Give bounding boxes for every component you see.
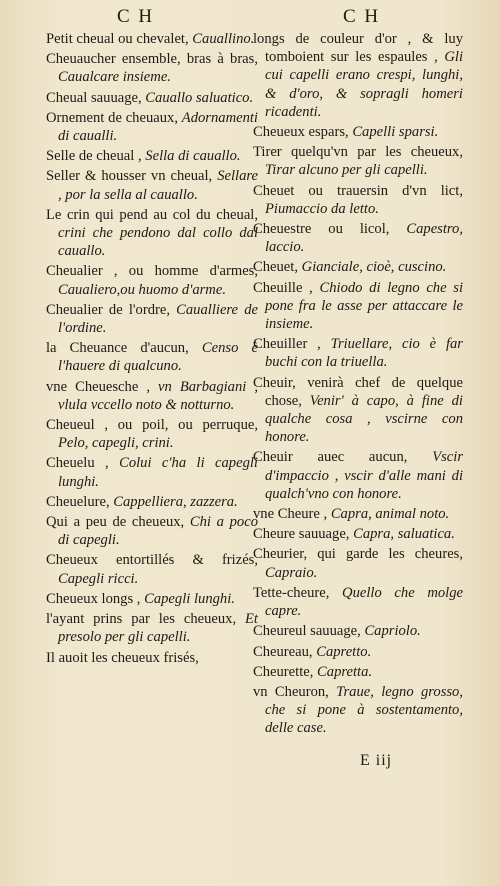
dictionary-entry <box>253 525 463 543</box>
french-term: Cheueux entortillés & frizés, <box>46 552 258 569</box>
dictionary-entry <box>253 182 463 218</box>
dictionary-entry <box>253 448 463 503</box>
french-term: vne Cheure , <box>253 506 328 523</box>
italian-translation: Capegli ricci. <box>58 570 139 587</box>
dictionary-entry <box>46 610 258 646</box>
italian-translation: Cauallino. <box>192 31 255 47</box>
french-term: longs de couleur d'or , & luy tomboient sur les espaules , <box>253 31 463 66</box>
italian-translation: Triuellare, cio è far buchi con la triuella. <box>265 336 463 371</box>
dictionary-entry <box>46 206 258 261</box>
french-term: Cheuelu , <box>46 455 109 472</box>
french-term: Cheurette, <box>253 663 314 680</box>
dictionary-entry <box>46 167 258 203</box>
italian-translation: Chiodo di legno che si pone fra le asse per attaccare le insieme. <box>265 279 463 333</box>
french-term: Cheuiller , <box>253 336 321 353</box>
dictionary-entry <box>46 493 258 511</box>
french-term: Cheuille , <box>253 279 313 296</box>
italian-translation: Piumaccio da letto. <box>265 200 379 217</box>
right-column <box>253 30 463 740</box>
french-term: Cheureau, <box>253 643 313 660</box>
italian-translation: Cappelliera, zazzera. <box>113 493 238 510</box>
french-term: Cheure sauuage, <box>253 526 350 543</box>
dictionary-entry <box>253 683 463 738</box>
dictionary-entry <box>46 262 258 298</box>
italian-translation: Tirar alcuno per gli capelli. <box>265 162 428 179</box>
dictionary-entry <box>253 279 463 334</box>
dictionary-entry <box>46 649 258 667</box>
french-term: Cheuaucher ensemble, bras à bras, <box>46 51 258 68</box>
french-term: Tirer quelqu'vn par les cheueux, <box>253 144 463 161</box>
dictionary-entry <box>253 584 463 620</box>
italian-translation: Gianciale, cioè, cuscino. <box>301 259 447 276</box>
left-column <box>46 30 258 669</box>
italian-translation: Capra, saluatica. <box>353 526 455 543</box>
dictionary-entry <box>46 513 258 549</box>
dictionary-entry <box>253 335 463 371</box>
french-term: Cheuet, <box>253 259 298 276</box>
italian-translation: Capriolo. <box>364 623 421 640</box>
french-term: Tette-cheure, <box>253 584 330 601</box>
dictionary-entry <box>253 505 463 523</box>
french-term: Ornement de cheuaux, <box>46 109 178 126</box>
french-term: Seller & housser vn cheual, <box>46 168 213 185</box>
dictionary-entry <box>253 220 463 256</box>
italian-translation: Sella di cauallo. <box>145 148 241 165</box>
french-term: Cheuelure, <box>46 493 110 510</box>
italian-translation: Capelli sparsi. <box>352 124 439 141</box>
italian-translation: Capra, animal noto. <box>330 506 450 523</box>
dictionary-entry <box>253 374 463 447</box>
italian-translation: Cauallo saluatico. <box>145 89 254 106</box>
french-term: Cheueux longs , <box>46 590 141 607</box>
italian-translation: Gli cui capelli erano crespi, lunghi, & d'oro, & sopragli homeri ricadenti. <box>265 49 463 120</box>
french-term: Selle de cheual , <box>46 148 142 165</box>
dictionary-entry <box>46 590 258 608</box>
header-left: C H <box>117 6 155 27</box>
dictionary-entry <box>46 30 258 48</box>
italian-translation: Capretto. <box>316 643 372 660</box>
dictionary-entry <box>253 663 463 681</box>
italian-translation: Vscir d'impaccio , vscir d'alle mani di qualch'vno con honore. <box>265 449 463 502</box>
french-term: vne Cheuesche , <box>46 378 150 395</box>
french-term: Petit cheual ou chevalet, <box>46 31 189 47</box>
italian-translation: Venir' à capo, à fine di qualche cosa , vscirne con honore. <box>265 392 463 446</box>
french-term: Cheuir, venirà chef de quelque chose, <box>253 374 463 409</box>
dictionary-entry <box>253 622 463 640</box>
french-term: Cheurier, qui garde les cheures, <box>253 546 463 563</box>
italian-translation: Colui c'ha li capegli lunghi. <box>58 455 258 490</box>
dictionary-entry <box>253 545 463 581</box>
french-term: vn Cheuron, <box>253 683 329 700</box>
dictionary-entry <box>46 551 258 587</box>
french-term: l'ayant prins par les cheueux, <box>46 611 237 628</box>
dictionary-entry <box>46 147 258 165</box>
italian-translation: Et presolo per gli capelli. <box>58 611 258 646</box>
french-term: Cheureul sauuage, <box>253 623 361 640</box>
header-right: C H <box>343 6 381 27</box>
dictionary-entry <box>253 143 463 179</box>
running-header <box>0 6 500 28</box>
italian-translation: Caualcare insieme. <box>58 69 171 86</box>
italian-translation: vn Barbagiani , vlula vccello noto & notturno. <box>58 378 258 413</box>
dictionary-entry <box>46 339 258 375</box>
french-term: Cheuir auec aucun, <box>253 449 408 466</box>
french-term: Cheualier , ou homme d'armes, <box>46 263 258 280</box>
italian-translation: Capraio. <box>265 564 318 581</box>
french-term: Le crin qui pend au col du cheual, <box>46 206 258 223</box>
italian-translation: crini che pendono dal collo dal cauallo. <box>58 225 258 260</box>
italian-translation: Capretta. <box>317 663 373 680</box>
french-term: Cheuet ou trauersin d'vn lict, <box>253 182 463 199</box>
french-term: la Cheuance d'aucun, <box>46 340 189 357</box>
dictionary-entry <box>46 50 258 86</box>
italian-translation: Caualliere de l'ordine. <box>58 301 258 337</box>
italian-translation: Quello che molge capre. <box>265 584 463 620</box>
italian-translation: Censo è l'hauere di qualcuno. <box>58 340 258 375</box>
dictionary-entry <box>46 301 258 337</box>
french-term: Cheual sauuage, <box>46 89 142 106</box>
italian-translation: Caualiero,ou huomo d'arme. <box>58 281 226 298</box>
dictionary-entry <box>46 416 258 452</box>
italian-translation: Capegli lunghi. <box>144 590 235 607</box>
italian-translation: Adornamenti di caualli. <box>58 109 258 145</box>
dictionary-entry <box>253 643 463 661</box>
italian-translation: Chi a poco di capegli. <box>58 514 258 549</box>
french-term: Cheueul , ou poil, ou perruque, <box>46 417 258 434</box>
italian-translation: Pelo, capegli, crini. <box>58 435 174 452</box>
signature-mark: E iij <box>360 752 393 769</box>
dictionary-entry <box>46 454 258 490</box>
french-term: Qui a peu de cheueux, <box>46 514 185 531</box>
french-term: Cheuestre ou licol, <box>253 221 390 238</box>
french-term: Cheueux espars, <box>253 124 349 141</box>
italian-translation: Capestro, laccio. <box>265 221 463 256</box>
dictionary-entry <box>46 109 258 145</box>
french-term: Cheualier de l'ordre, <box>46 301 170 318</box>
french-term: Il auoit les cheueux frisés, <box>46 649 199 666</box>
italian-translation: Traue, legno grosso, che si pone à sostentamento, delle case. <box>265 683 463 737</box>
dictionary-entry <box>253 30 463 121</box>
dictionary-entry <box>46 89 258 107</box>
italian-translation: Sellare , por la sella al cauallo. <box>58 168 258 203</box>
dictionary-entry <box>253 123 463 141</box>
dictionary-entry <box>46 378 258 414</box>
dictionary-entry <box>253 258 463 276</box>
